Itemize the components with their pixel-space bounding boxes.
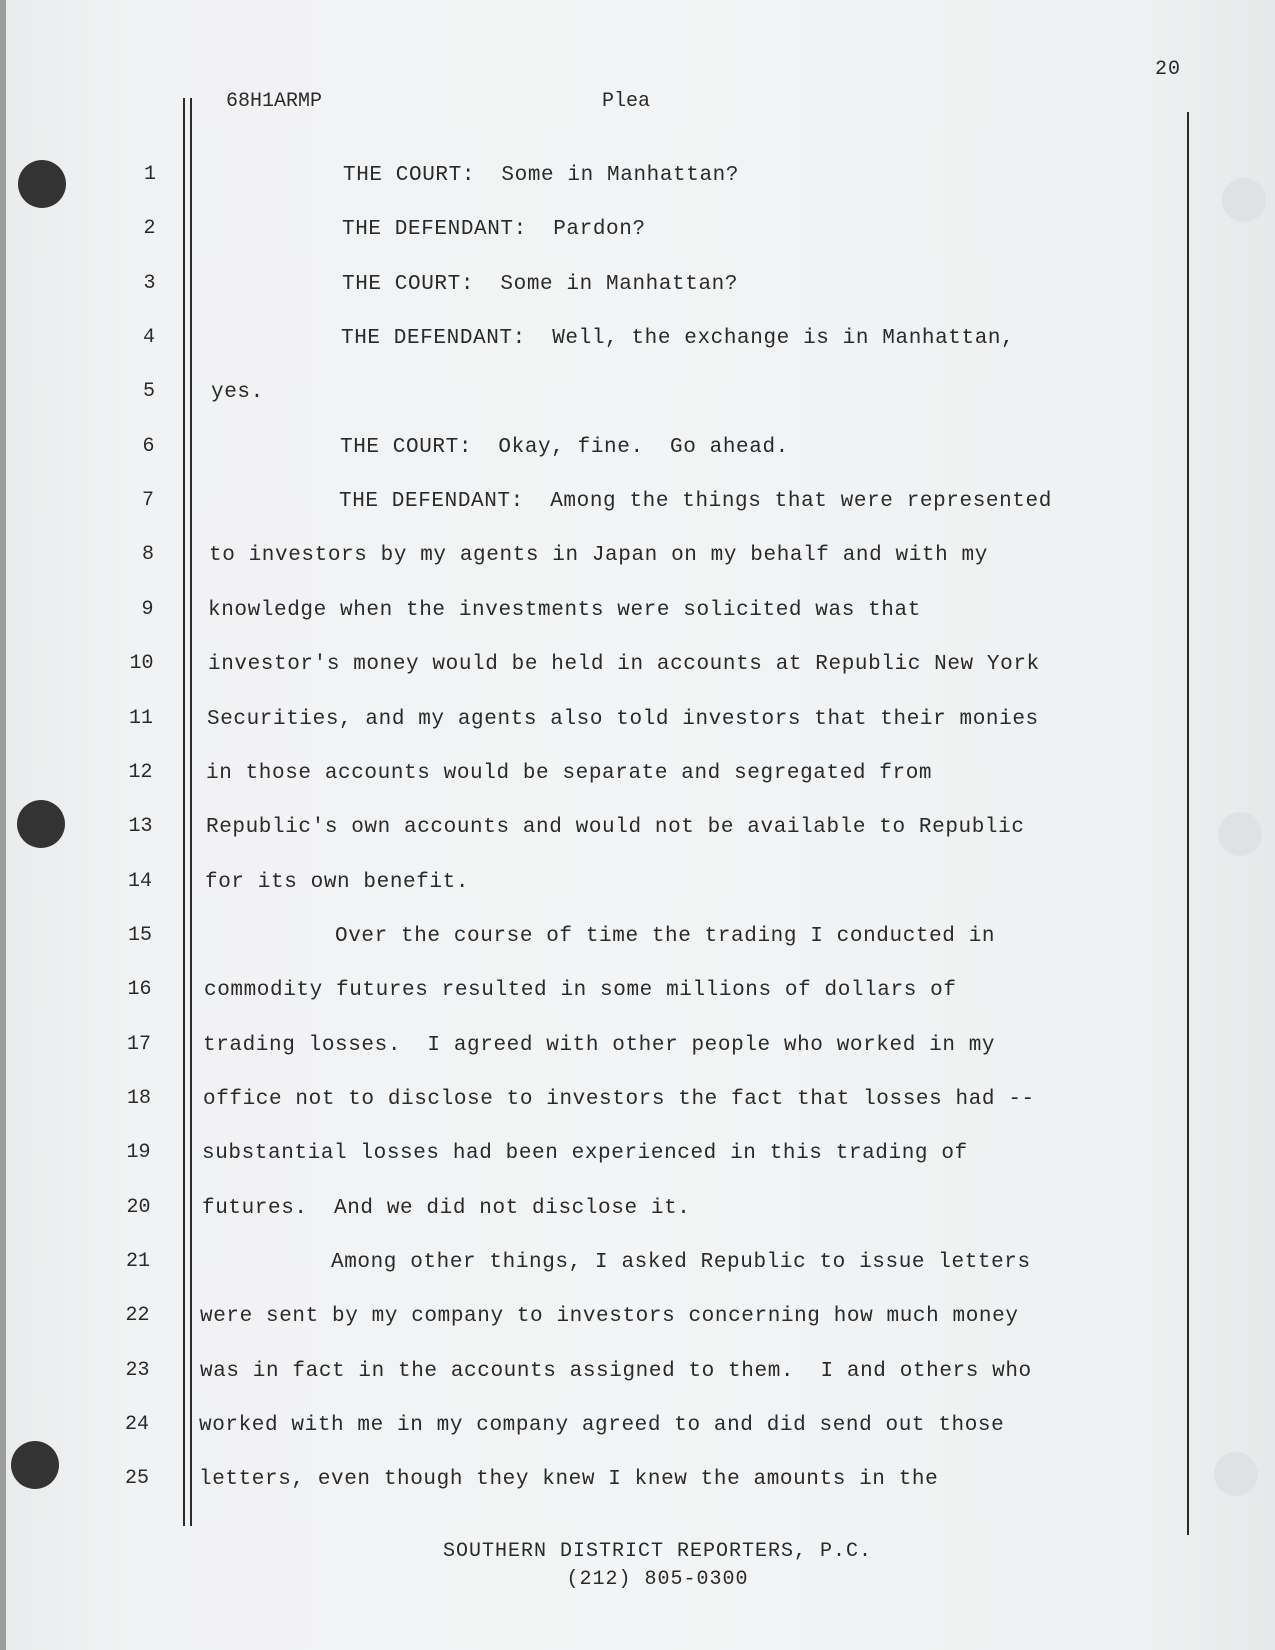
transcript-line: in those accounts would be separate and segregated from [206, 761, 933, 785]
line-number: 23 [125, 1358, 150, 1382]
transcript-line: Securities, and my agents also told investors that their monies [207, 707, 1039, 731]
line-number: 5 [142, 380, 155, 404]
bleed-through-hole [1214, 1452, 1258, 1496]
scan-edge [0, 0, 6, 1650]
section-title: Plea [602, 90, 651, 113]
punch-hole-middle [17, 800, 65, 848]
transcript-line: worked with me in my company agreed to and did send out those [199, 1414, 1005, 1438]
transcript-line: letters, even though they knew I knew the amounts in the [199, 1468, 939, 1492]
line-number: 7 [141, 489, 154, 513]
line-number: 4 [142, 326, 155, 350]
transcript-line: was in fact in the accounts assigned to them. I and others who [200, 1359, 1032, 1383]
reporter-phone: (212) 805-0300 [566, 1568, 749, 1591]
line-number: 14 [127, 869, 152, 893]
line-number: 15 [127, 923, 152, 947]
line-number: 3 [143, 271, 156, 295]
transcript-line: were sent by my company to investors concerning how much money [200, 1305, 1019, 1329]
line-number: 25 [124, 1467, 149, 1491]
transcript-line: Over the course of time the trading I conducted in [335, 924, 996, 948]
transcript-line: THE COURT: Okay, fine. Go ahead. [340, 435, 789, 459]
transcript-line: Among other things, I asked Republic to issue letters [331, 1251, 1031, 1274]
transcript-line: futures. And we did not disclose it. [202, 1196, 691, 1220]
transcript-line: THE DEFENDANT: Well, the exchange is in Manhattan, [341, 327, 1015, 351]
transcript-line: Republic's own accounts and would not be available to Republic [206, 816, 1025, 840]
line-number: 24 [124, 1413, 149, 1437]
transcript-line: yes. [211, 381, 264, 405]
line-number: 12 [128, 760, 153, 784]
bleed-through-hole [1222, 178, 1266, 222]
line-number: 10 [129, 652, 154, 676]
line-number: 11 [128, 706, 153, 730]
line-number: 6 [142, 434, 155, 458]
transcript-line: for its own benefit. [205, 870, 470, 894]
right-margin-rule [1187, 112, 1189, 1535]
case-id: 68H1ARMP [226, 90, 323, 113]
bleed-through-hole [1218, 812, 1262, 856]
transcript-line: knowledge when the investments were solicited was that [208, 598, 921, 622]
line-number: 20 [126, 1195, 151, 1219]
page-number: 20 [1155, 58, 1182, 81]
left-margin-rule [190, 98, 192, 1526]
transcript-line: THE DEFENDANT: Pardon? [342, 218, 646, 242]
transcript-line: trading losses. I agreed with other people who worked in my [203, 1033, 996, 1057]
transcript-line: substantial losses had been experienced in this trading of [202, 1142, 968, 1166]
reporter-name: SOUTHERN DISTRICT REPORTERS, P.C. [442, 1540, 873, 1563]
line-number: 8 [141, 543, 154, 567]
line-number: 13 [128, 815, 153, 839]
transcript-line: to investors by my agents in Japan on my behalf and with my [209, 544, 988, 568]
line-number: 9 [141, 597, 154, 621]
left-margin-rule [183, 98, 185, 1526]
transcript-line: THE COURT: Some in Manhattan? [343, 164, 740, 187]
transcript-line: THE DEFENDANT: Among the things that were represented [339, 490, 1052, 514]
line-number: 16 [127, 978, 152, 1002]
punch-hole-bottom [11, 1441, 59, 1489]
transcript-line: commodity futures resulted in some millions of dollars of [204, 979, 957, 1003]
line-number: 2 [143, 217, 156, 241]
punch-hole-top [18, 160, 66, 208]
transcript-line: investor's money would be held in accounts at Republic New York [208, 653, 1040, 677]
line-number: 21 [125, 1250, 150, 1273]
line-number: 17 [126, 1032, 151, 1056]
line-number: 22 [125, 1304, 150, 1328]
line-number: 19 [126, 1141, 151, 1165]
transcript-line: THE COURT: Some in Manhattan? [342, 272, 739, 296]
line-number: 1 [143, 163, 156, 186]
line-number: 18 [126, 1086, 151, 1110]
transcript-line: office not to disclose to investors the fact that losses had -- [203, 1087, 1035, 1111]
